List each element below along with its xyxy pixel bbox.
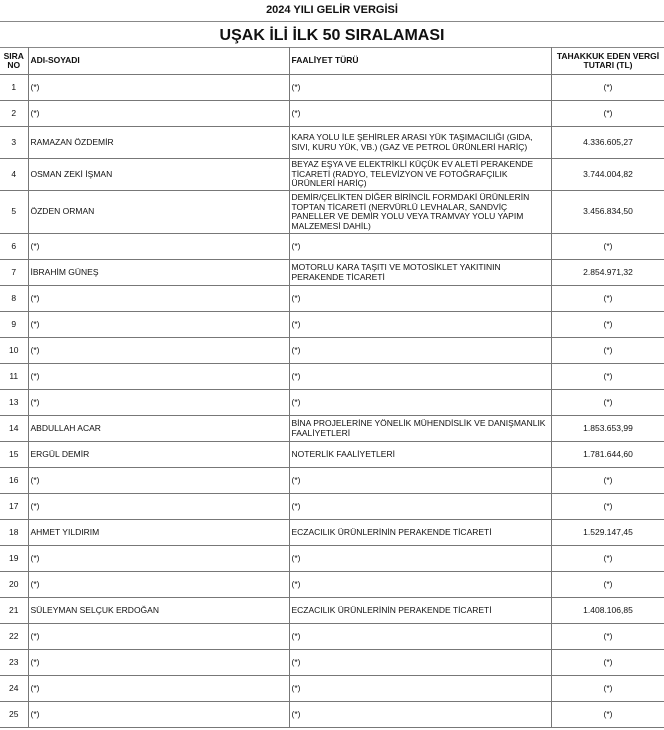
table-row — [0, 364, 664, 390]
cell-adi-soyadi: (*) — [28, 75, 289, 101]
cell-sira-no: 22 — [0, 624, 28, 650]
cell-vergi-tutari: (*) — [551, 572, 664, 598]
cell-adi-soyadi: İBRAHİM GÜNEŞ — [28, 260, 289, 286]
table-row — [0, 546, 664, 572]
cell-sira-no: 5 — [0, 191, 28, 234]
cell-sira-no: 2 — [0, 101, 28, 127]
cell-adi-soyadi: (*) — [28, 286, 289, 312]
cell-adi-soyadi: (*) — [28, 101, 289, 127]
cell-faaliyet-turu: (*) — [289, 338, 551, 364]
cell-adi-soyadi: (*) — [28, 624, 289, 650]
table-row — [0, 234, 664, 260]
cell-sira-no: 18 — [0, 520, 28, 546]
cell-sira-no: 13 — [0, 390, 28, 416]
table-row — [0, 702, 664, 728]
cell-vergi-tutari: (*) — [551, 494, 664, 520]
cell-adi-soyadi: (*) — [28, 702, 289, 728]
table-row — [0, 159, 664, 191]
cell-sira-no: 9 — [0, 312, 28, 338]
cell-faaliyet-turu: ECZACILIK ÜRÜNLERİNİN PERAKENDE TİCARETİ — [289, 598, 551, 624]
cell-vergi-tutari: (*) — [551, 75, 664, 101]
document-title: 2024 YILI GELİR VERGİSİ — [266, 4, 398, 16]
cell-sira-no: 23 — [0, 650, 28, 676]
cell-vergi-tutari: (*) — [551, 286, 664, 312]
cell-adi-soyadi: OSMAN ZEKİ İŞMAN — [28, 159, 289, 191]
cell-vergi-tutari: (*) — [551, 676, 664, 702]
cell-adi-soyadi: ÖZDEN ORMAN — [28, 191, 289, 234]
cell-sira-no: 4 — [0, 159, 28, 191]
cell-faaliyet-turu: (*) — [289, 624, 551, 650]
table-header-row — [0, 48, 664, 75]
table-row — [0, 286, 664, 312]
cell-faaliyet-turu: ECZACILIK ÜRÜNLERİNİN PERAKENDE TİCARETİ — [289, 520, 551, 546]
cell-adi-soyadi: (*) — [28, 234, 289, 260]
cell-sira-no: 20 — [0, 572, 28, 598]
table-row — [0, 416, 664, 442]
cell-vergi-tutari: 1.529.147,45 — [551, 520, 664, 546]
cell-adi-soyadi: (*) — [28, 338, 289, 364]
cell-adi-soyadi: ERGÜL DEMİR — [28, 442, 289, 468]
cell-faaliyet-turu: (*) — [289, 676, 551, 702]
cell-sira-no: 25 — [0, 702, 28, 728]
table-row — [0, 676, 664, 702]
cell-adi-soyadi: (*) — [28, 390, 289, 416]
cell-faaliyet-turu: (*) — [289, 101, 551, 127]
cell-faaliyet-turu: (*) — [289, 312, 551, 338]
cell-adi-soyadi: SÜLEYMAN SELÇUK ERDOĞAN — [28, 598, 289, 624]
table-row — [0, 338, 664, 364]
table-row — [0, 312, 664, 338]
cell-sira-no: 15 — [0, 442, 28, 468]
table-row — [0, 468, 664, 494]
cell-adi-soyadi: AHMET YILDIRIM — [28, 520, 289, 546]
cell-sira-no: 6 — [0, 234, 28, 260]
cell-faaliyet-turu: (*) — [289, 364, 551, 390]
cell-sira-no: 21 — [0, 598, 28, 624]
table-row — [0, 598, 664, 624]
cell-sira-no: 24 — [0, 676, 28, 702]
table-row — [0, 101, 664, 127]
cell-sira-no: 17 — [0, 494, 28, 520]
cell-vergi-tutari: (*) — [551, 101, 664, 127]
cell-adi-soyadi: (*) — [28, 494, 289, 520]
table-row — [0, 520, 664, 546]
table-row — [0, 442, 664, 468]
cell-adi-soyadi: RAMAZAN ÖZDEMİR — [28, 127, 289, 159]
table-row — [0, 127, 664, 159]
cell-faaliyet-turu: (*) — [289, 234, 551, 260]
cell-sira-no: 11 — [0, 364, 28, 390]
cell-faaliyet-turu: (*) — [289, 468, 551, 494]
table-row — [0, 75, 664, 101]
table-row — [0, 260, 664, 286]
ranking-table — [0, 47, 664, 728]
cell-faaliyet-turu: BİNA PROJELERİNE YÖNELİK MÜHENDİSLİK VE DANIŞMANLIK FAALİYETLERİ — [289, 416, 551, 442]
cell-vergi-tutari: 1.408.106,85 — [551, 598, 664, 624]
cell-faaliyet-turu: DEMİR/ÇELİKTEN DİĞER BİRİNCİL FORMDAKİ ÜRÜNLERİN TOPTAN TİCARETİ (NERVÜRLÜ LEVHALAR, SANDVİÇ PANELLER VE DEMİR YOLU VEYA TRAMVAY YOLU YAPIM MALZEMESİ DAHİL) — [289, 191, 551, 234]
cell-sira-no: 8 — [0, 286, 28, 312]
cell-adi-soyadi: (*) — [28, 650, 289, 676]
cell-adi-soyadi: (*) — [28, 364, 289, 390]
cell-faaliyet-turu: (*) — [289, 494, 551, 520]
cell-adi-soyadi: (*) — [28, 312, 289, 338]
cell-sira-no: 7 — [0, 260, 28, 286]
cell-faaliyet-turu: (*) — [289, 390, 551, 416]
header-vergi-tutari: TAHAKKUK EDEN VERGİ TUTARI (TL) — [551, 48, 664, 75]
cell-faaliyet-turu: MOTORLU KARA TAŞITI VE MOTOSİKLET YAKITININ PERAKENDE TİCARETİ — [289, 260, 551, 286]
cell-vergi-tutari: (*) — [551, 624, 664, 650]
cell-faaliyet-turu: NOTERLİK FAALİYETLERİ — [289, 442, 551, 468]
cell-sira-no: 3 — [0, 127, 28, 159]
cell-faaliyet-turu: (*) — [289, 546, 551, 572]
cell-faaliyet-turu: BEYAZ EŞYA VE ELEKTRİKLİ KÜÇÜK EV ALETİ PERAKENDE TİCARETİ (RADYO, TELEVİZYON VE FOTOĞRAFÇILIK ÜRÜNLERİ HARİÇ) — [289, 159, 551, 191]
cell-vergi-tutari: 1.853.653,99 — [551, 416, 664, 442]
cell-vergi-tutari: (*) — [551, 650, 664, 676]
cell-faaliyet-turu: (*) — [289, 702, 551, 728]
cell-faaliyet-turu: (*) — [289, 286, 551, 312]
table-row — [0, 624, 664, 650]
header-sira-no: SIRA NO — [0, 48, 28, 75]
cell-sira-no: 1 — [0, 75, 28, 101]
cell-sira-no: 16 — [0, 468, 28, 494]
table-row — [0, 572, 664, 598]
cell-adi-soyadi: (*) — [28, 676, 289, 702]
cell-vergi-tutari: 2.854.971,32 — [551, 260, 664, 286]
table-row — [0, 390, 664, 416]
cell-faaliyet-turu: (*) — [289, 650, 551, 676]
header-adi-soyadi: ADI-SOYADI — [28, 48, 289, 75]
cell-adi-soyadi: ABDULLAH ACAR — [28, 416, 289, 442]
cell-adi-soyadi: (*) — [28, 468, 289, 494]
cell-vergi-tutari: (*) — [551, 468, 664, 494]
table-row — [0, 191, 664, 234]
cell-adi-soyadi: (*) — [28, 572, 289, 598]
cell-sira-no: 14 — [0, 416, 28, 442]
cell-vergi-tutari: 4.336.605,27 — [551, 127, 664, 159]
cell-vergi-tutari: 3.456.834,50 — [551, 191, 664, 234]
cell-sira-no: 19 — [0, 546, 28, 572]
cell-vergi-tutari: (*) — [551, 234, 664, 260]
cell-sira-no: 10 — [0, 338, 28, 364]
cell-vergi-tutari: (*) — [551, 338, 664, 364]
cell-adi-soyadi: (*) — [28, 546, 289, 572]
cell-vergi-tutari: (*) — [551, 312, 664, 338]
cell-vergi-tutari: 1.781.644,60 — [551, 442, 664, 468]
cell-vergi-tutari: 3.744.004,82 — [551, 159, 664, 191]
cell-vergi-tutari: (*) — [551, 702, 664, 728]
table-row — [0, 494, 664, 520]
cell-vergi-tutari: (*) — [551, 364, 664, 390]
table-row — [0, 650, 664, 676]
cell-faaliyet-turu: (*) — [289, 75, 551, 101]
header-faaliyet-turu: FAALİYET TÜRÜ — [289, 48, 551, 75]
document-heading: UŞAK İLİ İLK 50 SIRALAMASI — [0, 21, 664, 48]
cell-faaliyet-turu: (*) — [289, 572, 551, 598]
cell-faaliyet-turu: KARA YOLU İLE ŞEHİRLER ARASI YÜK TAŞIMACILIĞI (GIDA, SIVI, KURU YÜK, VB.) (GAZ VE PETROL ÜRÜNLERİ HARİÇ) — [289, 127, 551, 159]
cell-vergi-tutari: (*) — [551, 390, 664, 416]
cell-vergi-tutari: (*) — [551, 546, 664, 572]
